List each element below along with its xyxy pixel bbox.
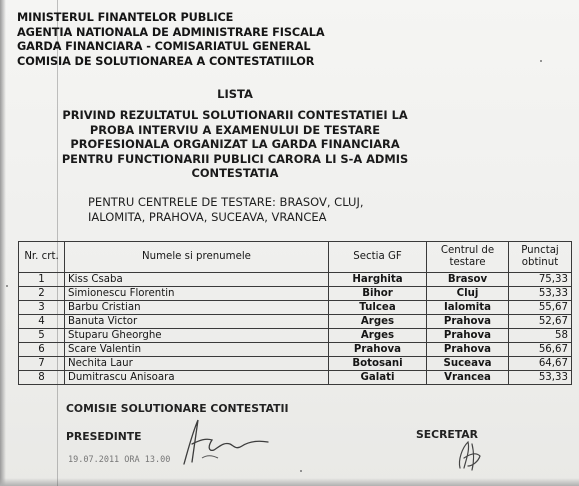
cell-name: Nechita Laur xyxy=(65,357,329,371)
cell-nr: 4 xyxy=(19,315,65,329)
header-line: COMISIA DE SOLUTIONAREA A CONTESTATIILOR xyxy=(17,54,315,68)
cell-name: Stuparu Gheorghe xyxy=(65,329,329,343)
scan-bottom-shadow xyxy=(0,478,579,486)
cell-center: Prahova xyxy=(427,315,509,329)
cell-name: Barbu Cristian xyxy=(65,301,329,315)
centers-line: PENTRU CENTRELE DE TESTARE: BRASOV, CLUJ, xyxy=(88,195,364,209)
title-line: PROBA INTERVIU A EXAMENULUI DE TESTARE xyxy=(89,122,381,137)
cell-name: Simionescu Florentin xyxy=(65,287,329,301)
cell-name: Kiss Csaba xyxy=(65,273,329,287)
cell-nr: 5 xyxy=(19,329,65,343)
cell-section: Botosani xyxy=(329,357,427,371)
fax-datestamp: 19.07.2011 ORA 13.00 xyxy=(68,455,171,465)
table-row xyxy=(19,301,572,315)
scan-edge-shadow xyxy=(0,0,6,486)
scan-speck xyxy=(6,285,8,287)
table-row xyxy=(19,357,572,371)
cell-name: Banuta Victor xyxy=(65,315,329,329)
header-center xyxy=(427,242,509,273)
cell-section: Arges xyxy=(329,315,427,329)
table-header-row xyxy=(19,242,572,273)
header-center-line2: testare xyxy=(449,257,486,268)
cell-section: Harghita xyxy=(329,273,427,287)
cell-section: Prahova xyxy=(329,343,427,357)
secretary-signature xyxy=(452,438,486,474)
cell-center: Ialomita xyxy=(427,301,509,315)
cell-center: Vrancea xyxy=(427,371,509,385)
header-score-line2: obtinut xyxy=(521,257,559,268)
table-row xyxy=(19,371,572,385)
testing-centers xyxy=(88,195,364,225)
table-row xyxy=(19,315,572,329)
cell-name: Scare Valentin xyxy=(65,343,329,357)
document-title xyxy=(20,108,450,181)
header-line: AGENTIA NATIONALA DE ADMINISTRARE FISCALA xyxy=(17,25,325,39)
cell-center: Suceava xyxy=(427,357,509,371)
header-score-line1: Punctaj xyxy=(521,245,559,256)
cell-score: 75,33 xyxy=(509,273,572,287)
cell-section: Galati xyxy=(329,371,427,385)
president-label: PRESEDINTE xyxy=(66,430,142,443)
header-line: GARDA FINANCIARA - COMISARIATUL GENERAL xyxy=(17,40,311,54)
document-heading: LISTA xyxy=(217,87,253,101)
header-score xyxy=(509,242,572,273)
title-line: CONTESTATIA xyxy=(191,166,279,180)
cell-score: 56,67 xyxy=(509,343,572,357)
title-line: PRIVIND REZULTATUL SOLUTIONARII CONTESTATIEI LA xyxy=(62,108,408,122)
cell-score: 52,67 xyxy=(509,315,572,329)
cell-nr: 7 xyxy=(19,357,65,371)
centers-line: IALOMITA, PRAHOVA, SUCEAVA, VRANCEA xyxy=(88,210,327,224)
cell-nr: 2 xyxy=(19,287,65,301)
scan-speck xyxy=(300,470,302,472)
header-center-line1: Centrul de xyxy=(440,245,495,256)
header-section: Sectia GF xyxy=(329,242,427,273)
title-line: PROFESIONALA ORGANIZAT LA GARDA FINANCIARA xyxy=(70,137,400,151)
cell-section: Bihor xyxy=(329,287,427,301)
cell-score: 53,33 xyxy=(509,371,572,385)
scan-speck xyxy=(540,60,542,62)
cell-score: 64,67 xyxy=(509,357,572,371)
table-row xyxy=(19,287,572,301)
cell-score: 58 xyxy=(509,329,572,343)
header-nr: Nr. crt. xyxy=(19,242,65,273)
cell-nr: 3 xyxy=(19,301,65,315)
cell-center: Cluj xyxy=(427,287,509,301)
cell-center: Prahova xyxy=(427,329,509,343)
cell-score: 55,67 xyxy=(509,301,572,315)
secretary-label: SECRETAR xyxy=(416,428,478,441)
cell-nr: 6 xyxy=(19,343,65,357)
president-signature xyxy=(172,414,272,470)
cell-center: Brasov xyxy=(427,273,509,287)
cell-nr: 1 xyxy=(19,273,65,287)
table-row xyxy=(19,329,572,343)
results-table xyxy=(18,241,572,385)
institution-header xyxy=(17,11,325,69)
table-row xyxy=(19,343,572,357)
commission-label: COMISIE SOLUTIONARE CONTESTATII xyxy=(66,402,289,415)
cell-center: Prahova xyxy=(427,343,509,357)
cell-section: Tulcea xyxy=(329,301,427,315)
cell-name: Dumitrascu Anisoara xyxy=(65,371,329,385)
cell-section: Arges xyxy=(329,329,427,343)
header-name: Numele si prenumele xyxy=(65,242,329,273)
cell-nr: 8 xyxy=(19,371,65,385)
header-line: MINISTERUL FINANTELOR PUBLICE xyxy=(17,11,234,24)
table-row xyxy=(19,273,572,287)
title-line: PENTRU FUNCTIONARII PUBLICI CARORA LI S-A ADMIS xyxy=(61,151,409,166)
cell-score: 53,33 xyxy=(509,287,572,301)
